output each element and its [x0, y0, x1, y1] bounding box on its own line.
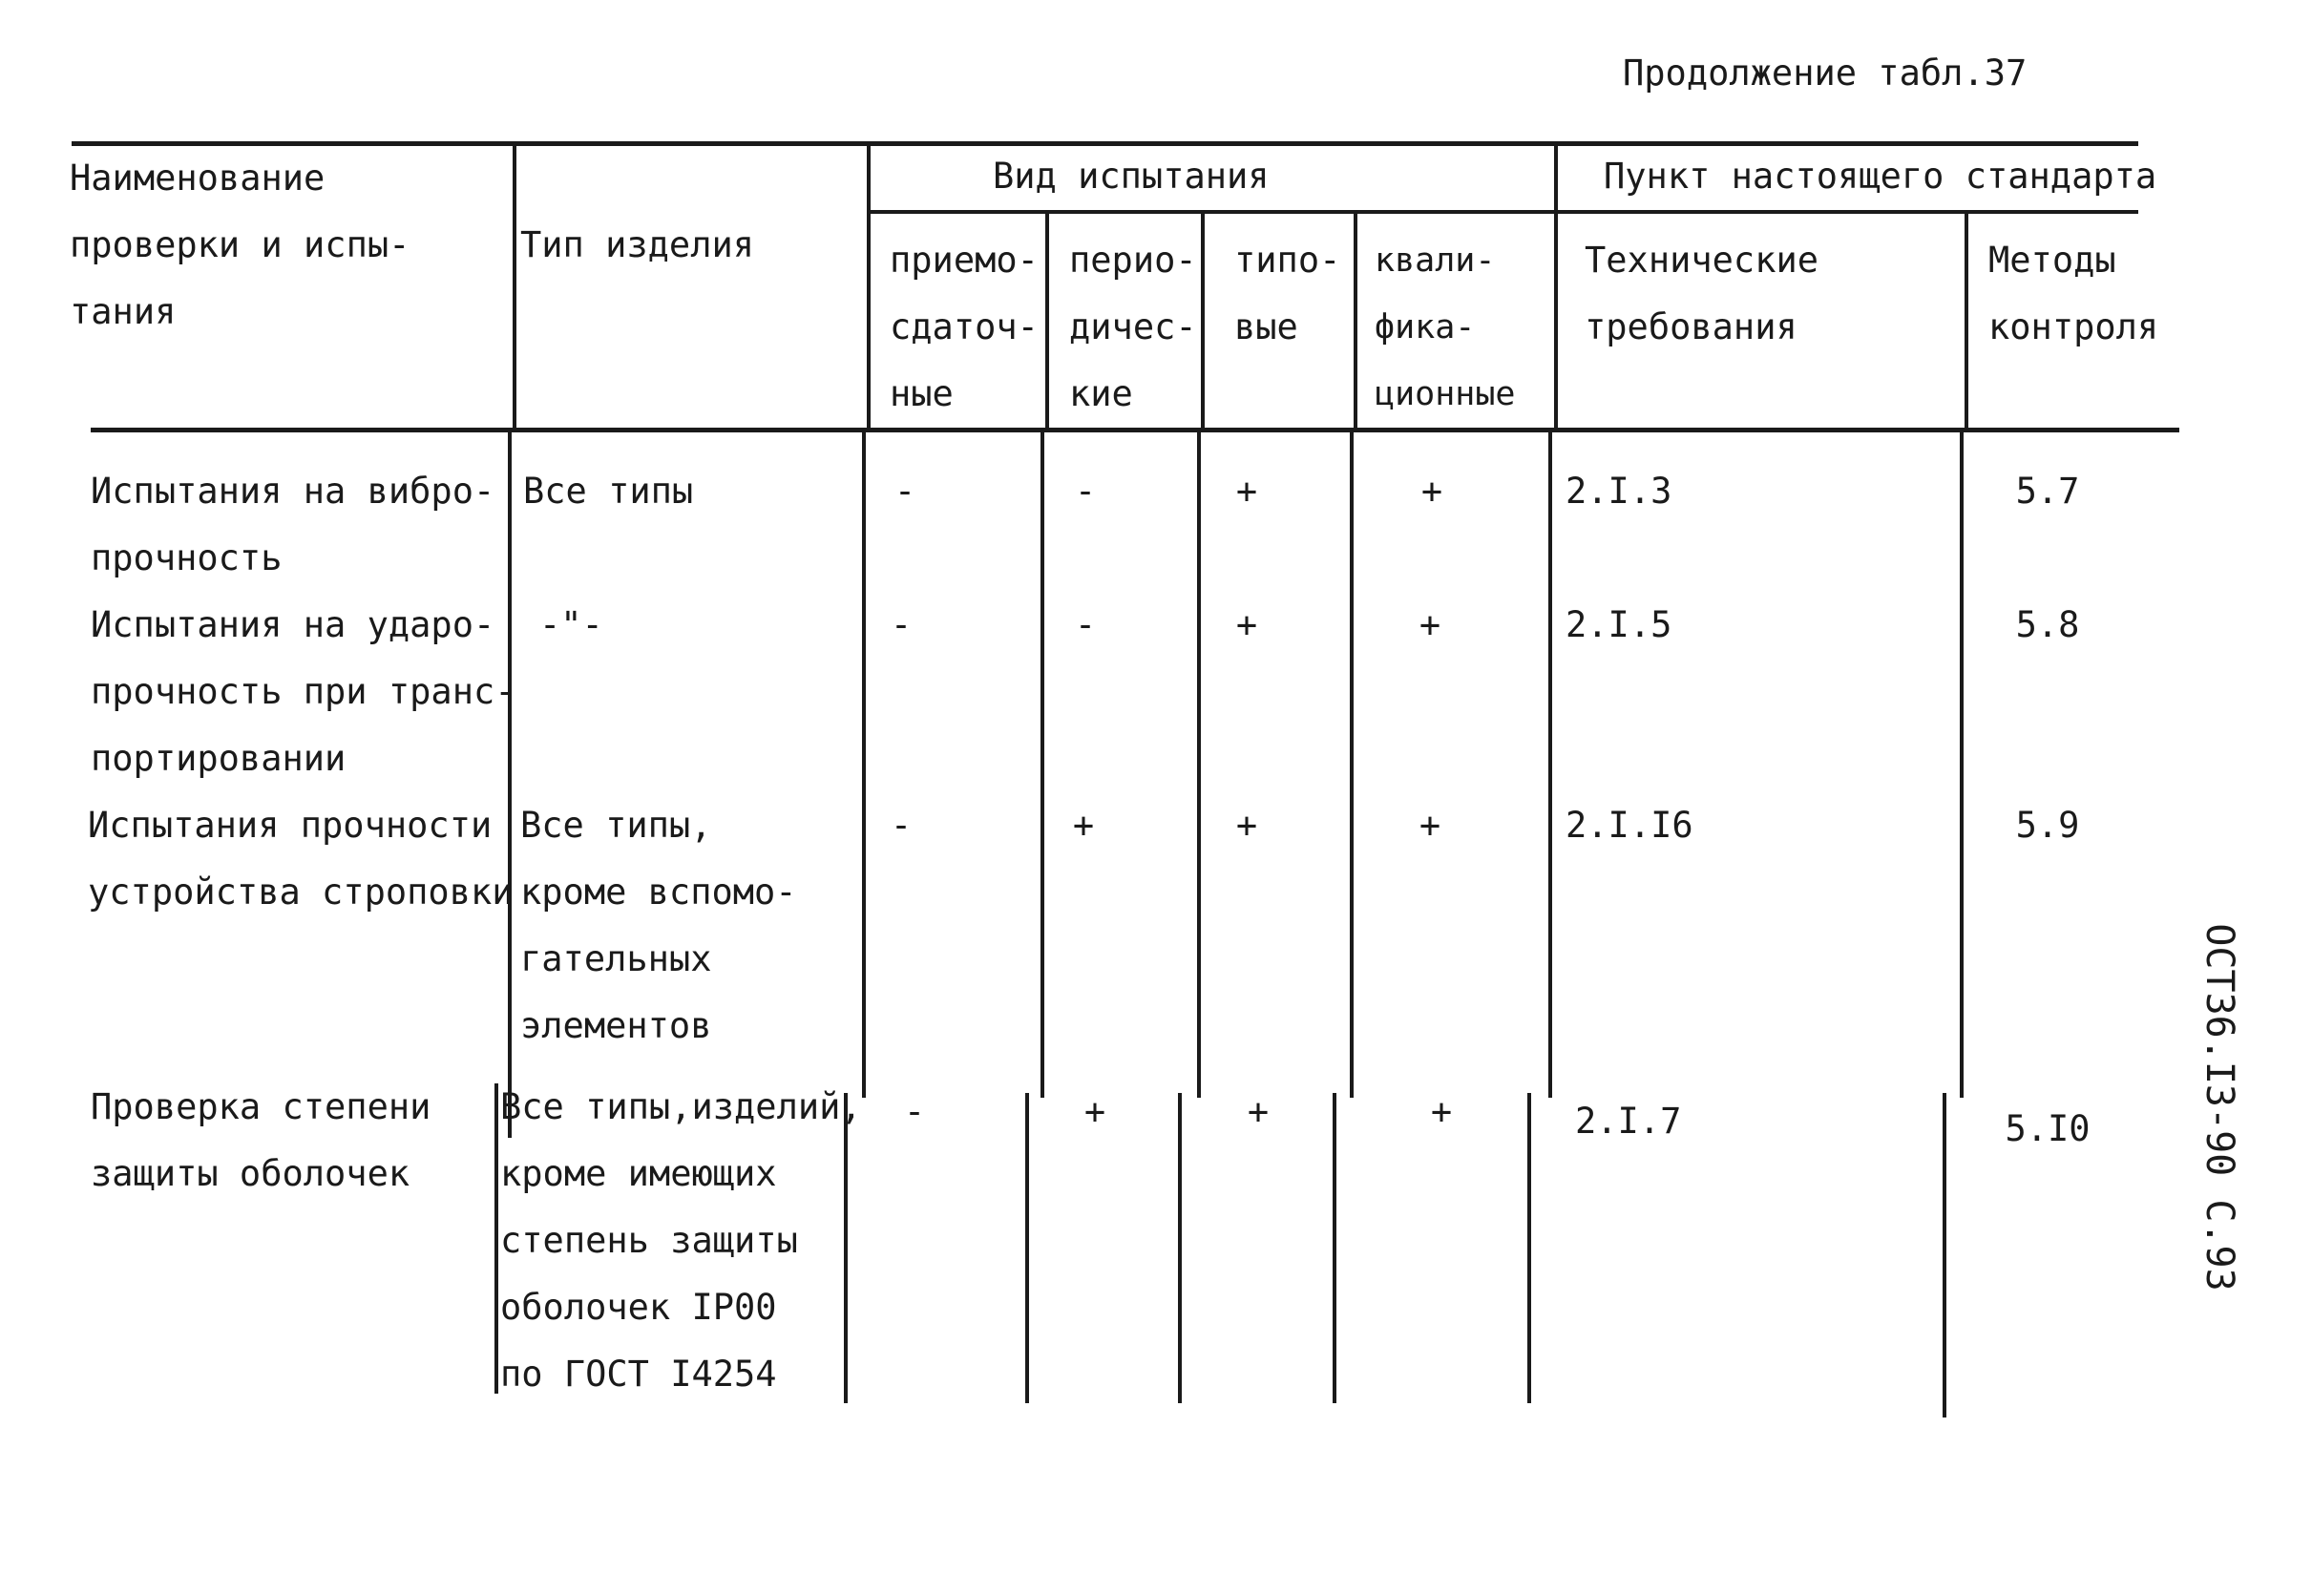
- row-1-method: 5.7: [2015, 471, 2080, 512]
- header-qualification: квали- фика- ционные: [1375, 242, 1516, 413]
- row-2-acceptance: -: [890, 604, 913, 645]
- row-2-method: 5.8: [2015, 604, 2080, 645]
- col-divider-type-body-low: [494, 1083, 498, 1394]
- col-divider-type: [513, 145, 516, 431]
- row-4-tech: 2.I.7: [1575, 1101, 1682, 1142]
- row-2-tech: 2.I.5: [1566, 604, 1672, 645]
- row-4-acceptance: -: [903, 1091, 926, 1132]
- row-1-tech: 2.I.3: [1566, 471, 1672, 512]
- col-divider-typical-body: [1197, 431, 1201, 1098]
- col-divider-acceptance: [867, 145, 871, 431]
- row-3-name: Испытания прочности устройства строповки: [88, 805, 514, 913]
- header-type: Тип изделия: [520, 224, 755, 265]
- col-divider-tech: [1965, 212, 1968, 431]
- row-4-typical: +: [1247, 1091, 1270, 1132]
- col-divider-typical-body-low: [1178, 1093, 1182, 1403]
- row-4-type: Все типы,изделий, кроме имеющих степень защиты оболочек IP00 по ГОСТ I4254: [500, 1086, 862, 1395]
- row-3-qualification: +: [1419, 805, 1441, 846]
- row-1-type: Все типы: [523, 471, 694, 512]
- header-tech: Технические требования: [1585, 240, 1819, 347]
- row-2-name: Испытания на ударо- прочность при транс- портировании: [91, 604, 516, 779]
- header-typical: типо- вые: [1234, 240, 1341, 347]
- group-sub-rule-test: [869, 210, 1556, 214]
- col-divider-typical: [1201, 212, 1205, 431]
- table-caption: Продолжение табл.37: [1623, 52, 2028, 94]
- col-divider-std-body: [1548, 431, 1552, 1098]
- group-sub-rule-std: [1556, 210, 2138, 214]
- row-2-qualification: +: [1419, 604, 1441, 645]
- row-3-acceptance: -: [890, 805, 913, 846]
- side-document-code: ОСТ36.I3-90 С.93: [2197, 923, 2241, 1292]
- header-periodic: перио- дичес- кие: [1069, 240, 1197, 414]
- row-1-qualification: +: [1420, 471, 1443, 512]
- row-2-type: -"-: [539, 604, 603, 645]
- col-divider-acceptance-body: [862, 431, 866, 1098]
- row-3-typical: +: [1235, 805, 1258, 846]
- col-divider-qualification-body-low: [1333, 1093, 1336, 1403]
- row-1-typical: +: [1235, 471, 1258, 512]
- row-3-tech: 2.I.I6: [1566, 805, 1693, 846]
- header-std-group: Пункт настоящего стандарта: [1604, 156, 2157, 197]
- col-divider-periodic-body-low: [1025, 1093, 1029, 1403]
- row-3-periodic: +: [1072, 805, 1095, 846]
- col-divider-tech-body: [1960, 431, 1964, 1098]
- row-1-name: Испытания на вибро- прочность: [91, 471, 495, 578]
- row-2-typical: +: [1235, 604, 1258, 645]
- row-3-type: Все типы, кроме вспомо- гательных элементов: [520, 805, 797, 1046]
- row-1-periodic: -: [1074, 471, 1097, 512]
- header-bottom-rule: [91, 428, 2179, 432]
- row-4-qualification: +: [1430, 1091, 1453, 1132]
- header-acceptance: приемо- сдаточ- ные: [890, 240, 1039, 414]
- col-divider-std-body-low: [1527, 1093, 1531, 1403]
- header-test-group: Вид испытания: [993, 156, 1270, 197]
- row-1-acceptance: -: [893, 471, 916, 512]
- row-4-name: Проверка степени защиты оболочек: [91, 1086, 431, 1194]
- row-2-periodic: -: [1074, 604, 1097, 645]
- col-divider-tech-body-low: [1943, 1093, 1946, 1418]
- row-3-method: 5.9: [2015, 805, 2080, 846]
- header-methods: Методы контроля: [1988, 240, 2159, 347]
- row-4-method: 5.I0: [2005, 1108, 2091, 1149]
- col-divider-periodic: [1045, 212, 1049, 431]
- col-divider-std: [1554, 145, 1558, 431]
- row-4-periodic: +: [1083, 1091, 1106, 1132]
- col-divider-qualification: [1354, 212, 1357, 431]
- col-divider-periodic-body: [1040, 431, 1044, 1098]
- col-divider-qualification-body: [1350, 431, 1354, 1098]
- header-name: Наименование проверки и испы- тания: [70, 158, 410, 332]
